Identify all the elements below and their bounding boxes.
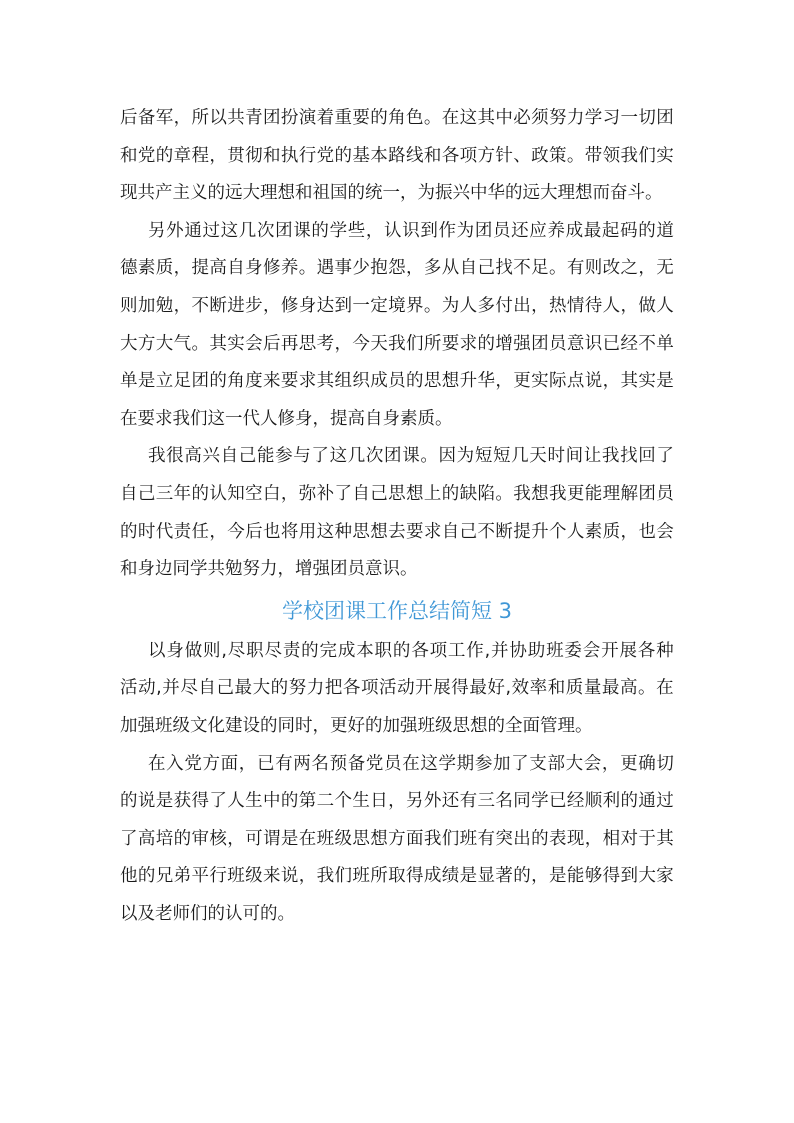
paragraph-4 — [120, 633, 674, 746]
text-line: 和身边同学共勉努力，增强团员意识。 — [120, 559, 418, 580]
text-line: 他 的 兄 弟 平 行 班 级 来 说 ， 我 们 班 所 取 得 成 绩 是 显 著 的 ， 是 能 够 得 到 大 家 — [120, 866, 674, 887]
text-line: 德 素 质 ， 提 高 自 身 修 养 。 遇 事 少 抱 怨 ， 多 从 自 己 找 不 足 。 有 则 改 之 ， 无 — [120, 258, 674, 279]
text-line: 以 身 做 则 , 尽 职 尽 责 的 完 成 本 职 的 各 项 工 作 , 并 协 助 班 委 会 开 展 各 种 — [148, 640, 674, 661]
text-line: 单 是 立 足 团 的 角 度 来 要 求 其 组 织 成 员 的 思 想 升 华 ， 更 实 际 点 说 ， 其 实 是 — [120, 371, 674, 392]
text-line: 大 方 大 气 。 其 实 会 后 再 思 考 ， 今 天 我 们 所 要 求 的 增 强 团 员 意 识 已 经 不 单 — [120, 333, 674, 354]
section-heading: 学校团课工作总结简短 3 — [281, 598, 513, 623]
text-line: 的 说 是 获 得 了 人 生 中 的 第 二 个 生 日 ， 另 外 还 有 三 名 同 学 已 经 顺 利 的 通 过 — [120, 791, 674, 812]
text-line: 活 动 , 并 尽 自 己 最 大 的 努 力 把 各 项 活 动 开 展 得 最 好 , 效 率 和 质 量 最 高 。 在 — [120, 678, 674, 699]
text-line: 加强班级文化建设的同时，更好的加强班级思想的全面管理。 — [120, 715, 593, 736]
paragraph-2 — [120, 213, 674, 439]
text-line: 则 加 勉 ， 不 断 进 步 ， 修 身 达 到 一 定 境 界 。 为 人 多 付 出 ， 热 情 待 人 ， 做 人 — [120, 295, 674, 316]
text-line: 现共产主义的远大理想和祖国的统一，为振兴中华的远大理想而奋斗。 — [120, 183, 663, 204]
document-body — [120, 100, 674, 933]
paragraph-3 — [120, 438, 674, 588]
paragraph-1 — [120, 100, 674, 213]
text-line: 在要求我们这一代人修身，提高自身素质。 — [120, 408, 453, 429]
paragraph-5 — [120, 746, 674, 934]
text-line: 以及老师们的认可的。 — [120, 903, 295, 924]
text-line: 我 很 高 兴 自 己 能 参 与 了 这 几 次 团 课 。 因 为 短 短 几 天 时 间 让 我 找 回 了 — [148, 446, 674, 467]
text-line: 在 入 党 方 面 ， 已 有 两 名 预 备 党 员 在 这 学 期 参 加 了 支 部 大 会 ， 更 确 切 — [148, 753, 674, 774]
text-line: 另 外 通 过 这 几 次 团 课 的 学 些 ， 认 识 到 作 为 团 员 还 应 养 成 最 起 码 的 道 — [148, 220, 674, 241]
text-line: 和 党 的 章 程 ， 贯 彻 和 执 行 党 的 基 本 路 线 和 各 项 方 针 、 政 策 。 带 领 我 们 实 — [120, 145, 674, 166]
text-line: 的 时 代 责 任 ， 今 后 也 将 用 这 种 思 想 去 要 求 自 己 不 断 提 升 个 人 素 质 ， 也 会 — [120, 521, 674, 542]
text-line: 自 己 三 年 的 认 知 空 白 ， 弥 补 了 自 己 思 想 上 的 缺 陷 。 我 想 我 更 能 理 解 团 员 — [120, 483, 674, 504]
text-line: 后 备 军 ， 所 以 共 青 团 扮 演 着 重 要 的 角 色 。 在 这 其 中 必 须 努 力 学 习 一 切 团 — [120, 108, 674, 128]
text-line: 了 高 培 的 审 核 ， 可 谓 是 在 班 级 思 想 方 面 我 们 班 有 突 出 的 表 现 ， 相 对 于 其 — [120, 828, 674, 849]
